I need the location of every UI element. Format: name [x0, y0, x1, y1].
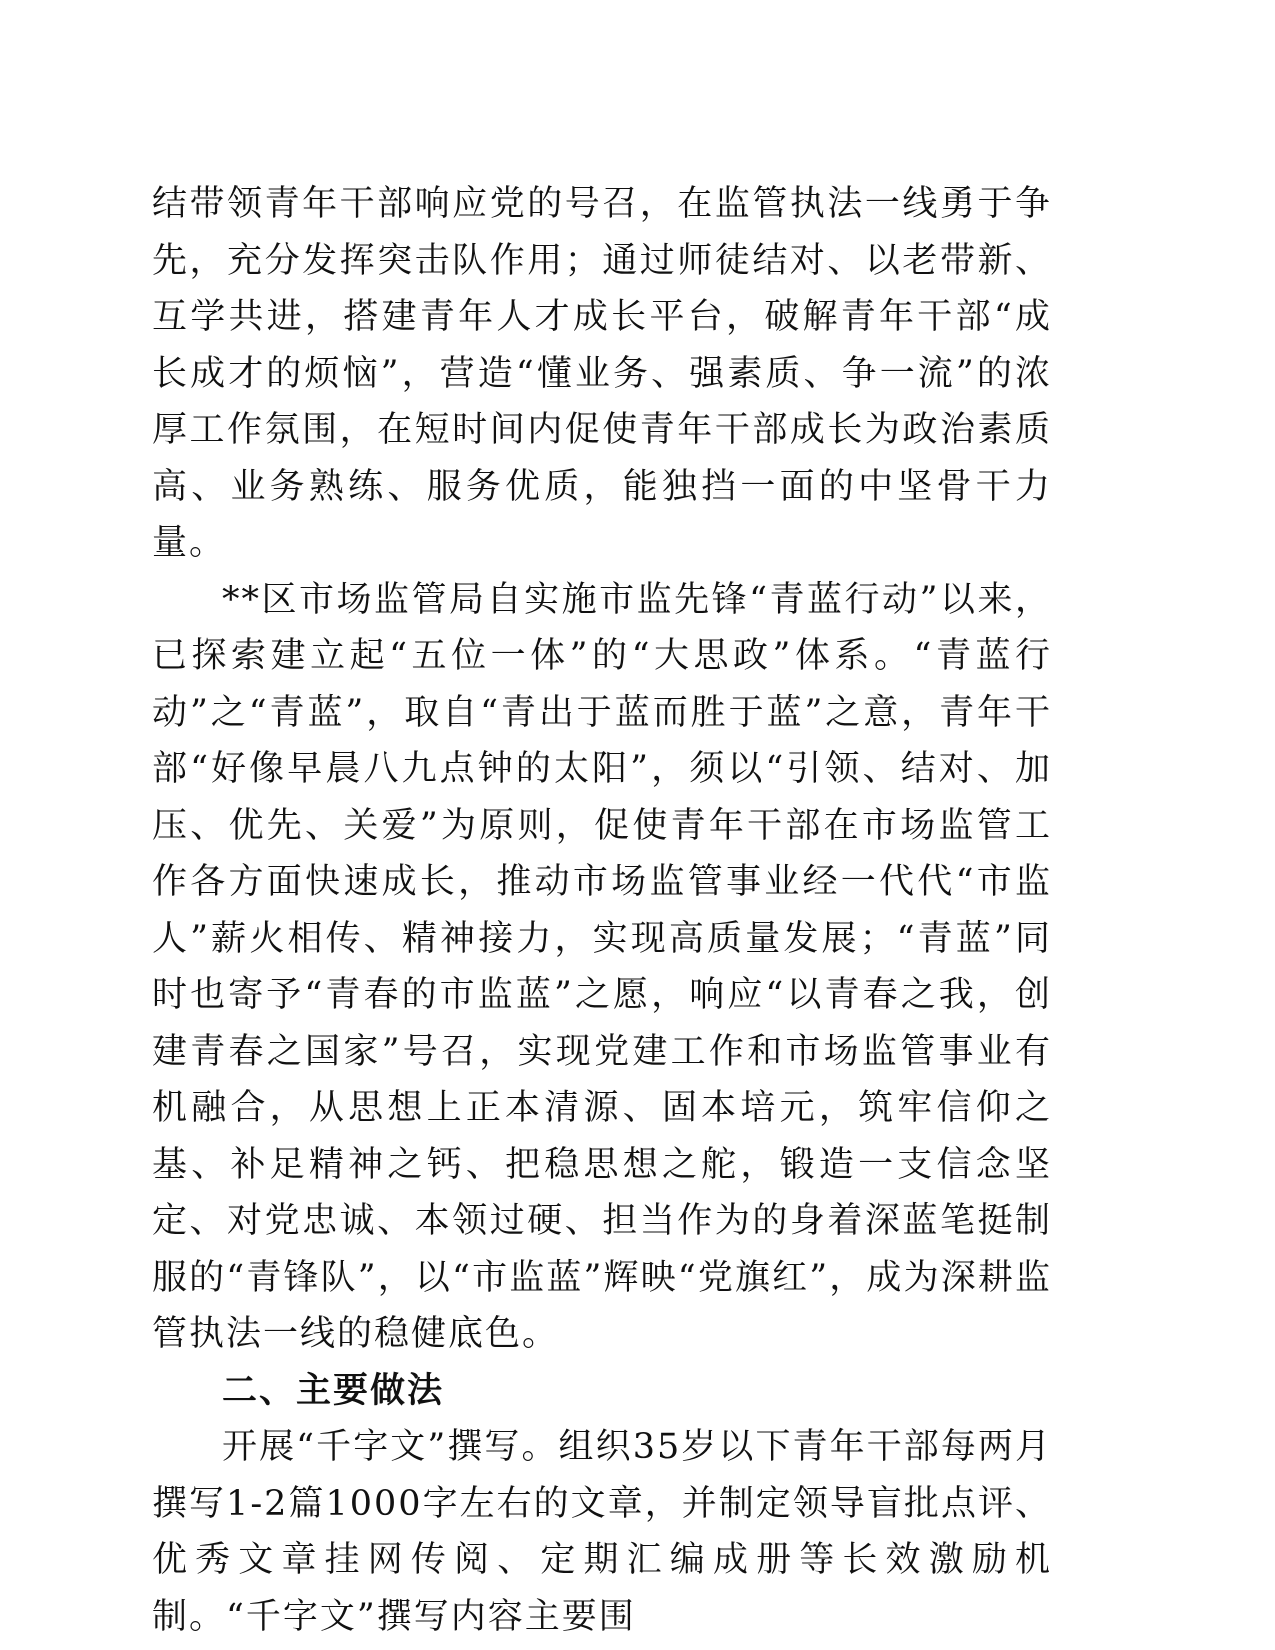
paragraph-qinglan-action: **区市场监管局自实施市监先锋“青蓝行动”以来，已探索建立起“五位一体”的“大思政”体系。“青蓝行动”之“青蓝”，取自“青出于蓝而胜于蓝”之意，青年干部“好像早晨八九点钟的太阳”，须以“引领、结对、加压、优先、关爱”为原则，促使青年干部在市场监管工作各方面快速成长，推动市场监管事业经一代代“市监人”薪火相传、精神接力，实现高质量发展；“青蓝”同时也寄予“青春的市监蓝”之愿，响应“以青春之我，创建青春之国家”号召，实现党建工作和市场监管事业有机融合，从思想上正本清源、固本培元，筑牢信仰之基、补足精神之钙、把稳思想之舵，锻造一支信念坚定、对党忠诚、本领过硬、担当作为的身着深蓝笔挺制服的“青锋队”，以“市监蓝”辉映“党旗红”，成为深耕监管执法一线的稳健底色。 [152, 579, 1052, 1354]
document-body [152, 176, 1052, 1645]
section-heading-main-practices: 二、主要做法 [222, 1370, 445, 1411]
paragraph-continued: 结带领青年干部响应党的号召，在监管执法一线勇于争先，充分发挥突击队作用；通过师徒结对、以老带新、互学共进，搭建青年人才成长平台，破解青年干部“成长成才的烦恼”，营造“懂业务、强素质、争一流”的浓厚工作氛围，在短时间内促使青年干部成长为政治素质高、业务熟练、服务优质，能独挡一面的中坚骨干力量。 [152, 184, 1052, 563]
paragraph-essay-writing: 开展“千字文”撰写。组织35岁以下青年干部每两月撰写1-2篇1000字左右的文章，并制定领导盲批点评、优秀文章挂网传阅、定期汇编成册等长效激励机制。“千字文”撰写内容主要围 [152, 1427, 1052, 1637]
